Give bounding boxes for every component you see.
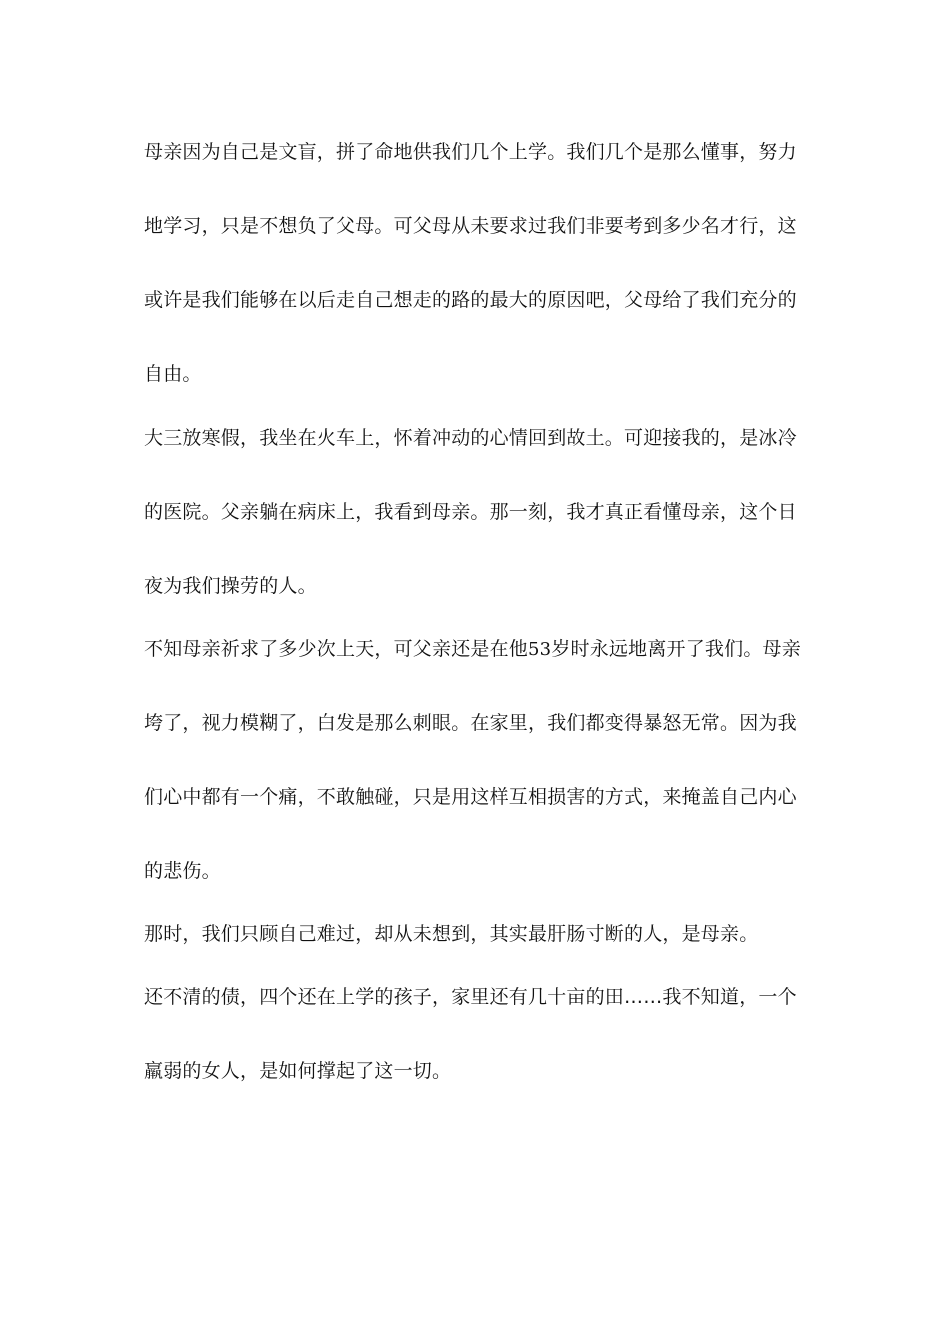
text-line: 的医院。父亲躺在病床上，我看到母亲。那一刻，我才真正看懂母亲，这个日 bbox=[144, 501, 797, 523]
text-segment: 不知母亲祈求了多少次上天，可父亲还是在他 bbox=[144, 638, 529, 660]
age-number: 53 bbox=[528, 639, 552, 660]
text-line: 夜为我们操劳的人。 bbox=[144, 575, 317, 597]
text-segment: 岁时永远地离开了我们。母亲 bbox=[551, 638, 801, 660]
text-line: 那时，我们只顾自己难过，却从未想到，其实最肝肠寸断的人，是母亲。 bbox=[144, 923, 759, 945]
text-line: 母亲因为自己是文盲，拼了命地供我们几个上学。我们几个是那么懂事，努力 bbox=[144, 141, 797, 163]
text-line: 羸弱的女人，是如何撑起了这一切。 bbox=[144, 1060, 452, 1082]
text-line: 大三放寒假，我坐在火车上，怀着冲动的心情回到故土。可迎接我的，是冰冷 bbox=[144, 427, 797, 449]
text-line: 地学习，只是不想负了父母。可父母从未要求过我们非要考到多少名才行，这 bbox=[144, 215, 797, 237]
text-line: 或许是我们能够在以后走自己想走的路的最大的原因吧，父母给了我们充分的 bbox=[144, 289, 797, 311]
text-line-with-number bbox=[144, 637, 801, 662]
text-line: 们心中都有一个痛，不敢触碰，只是用这样互相损害的方式，来掩盖自己内心 bbox=[144, 786, 797, 808]
text-line: 的悲伤。 bbox=[144, 860, 221, 882]
text-line: 自由。 bbox=[144, 363, 202, 385]
text-line: 垮了，视力模糊了，白发是那么刺眼。在家里，我们都变得暴怒无常。因为我 bbox=[144, 712, 797, 734]
text-line: 还不清的债，四个还在上学的孩子，家里还有几十亩的田……我不知道，一个 bbox=[144, 986, 797, 1008]
